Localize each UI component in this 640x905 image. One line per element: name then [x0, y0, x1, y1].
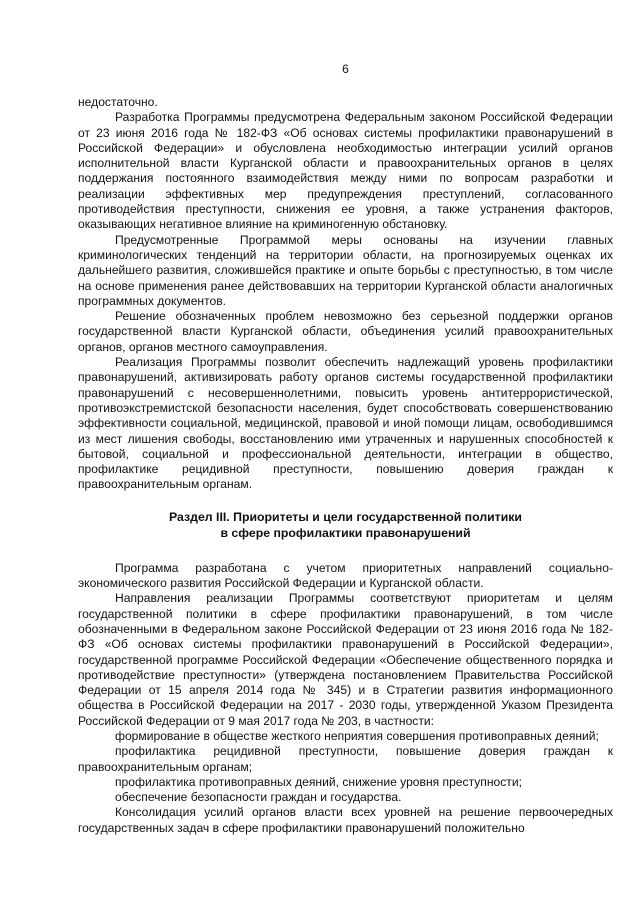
paragraph-program-basis: Программа разработана с учетом приоритетных направлений социально-экономического развития Российской Федерации и Курганской области. [78, 560, 613, 591]
page-number: 6 [342, 62, 349, 76]
paragraph-continuation: недостаточно. [78, 95, 158, 109]
section-heading [78, 509, 613, 541]
paragraph-program-development: Разработка Программы предусмотрена Федеральным законом Российской Федерации от 23 июня 2016 года № 182-ФЗ «Об основах системы профилактики правонарушений в Российской Федерации» и обусловлена необходимостью интеграции усилий органов исполнительной власти Курганской области и правоохранительных органов в целях поддержания постоянного взаимодействия между ними по вопросам разработки и реализации эффективных мер предупреждения преступлений, согласованного противодействия преступности, снижения ее уровня, а также устранения факторов, оказывающих негативное влияние на криминогенную обстановку. [78, 110, 613, 232]
list-item-security: обеспечение безопасности граждан и государства. [115, 790, 402, 805]
paragraph-consolidation: Консолидация усилий органов власти всех уровней на решение первоочередных государственных задач в сфере профилактики правонарушений положительно [78, 805, 613, 835]
paragraph-directions: Направления реализации Программы соответствуют приоритетам и целям государственной политики в сфере профилактики правонарушений, в том числе обозначенными в Федеральном законе Российской Федерации от 23 июня 2016 года № 182-ФЗ «Об основах системы профилактики правонарушений в Российской Федерации», государственной программе Российской Федерации «Обеспечение общественного порядка и противодействие преступности» (утверждена постановлением Правительства Российской Федерации от 15 апреля 2014 года № 345) и в Стратегии развития информационного общества в Российской Федерации на 2017 - 2030 годы, утвержденной Указом Президента Российской Федерации от 9 мая 2017 года № 203, в частности: [78, 591, 613, 728]
section-heading-line2: в сфере профилактики правонарушений [220, 525, 471, 540]
section-heading-line1: Раздел III. Приоритеты и цели государственной политики [169, 509, 522, 524]
list-item-crime-reduction: профилактика противоправных деяний, снижение уровня преступности; [115, 774, 522, 789]
document-page [78, 62, 613, 836]
paragraph-program-measures: Предусмотренные Программой меры основаны на изучении главных криминологических тенденций на территории области, на прогнозируемых оценках их дальнейшего развития, сложившейся практике и опыте борьбы с преступностью, в том числе на основе применения ранее действовавших на территории Курганской области аналогичных программных документов. [78, 232, 613, 308]
list-item-intolerance: формирование в обществе жесткого неприятия совершения противоправных деяний; [115, 728, 599, 743]
paragraph-program-implementation: Реализация Программы позволит обеспечить надлежащий уровень профилактики правонарушений, активизировать работу органов системы государственной профилактики правонарушений с несовершеннолетними, повысить уровень антитеррористической, противоэкстремистской безопасности населения, будет способствовать совершенствованию эффективности социальной, медицинской, правовой и иной помощи лицам, освободившимся из мест лишения свободы, восстановлению ими утраченных и нарушенных способностей к бытовой, социальной и профессиональной деятельности, интеграции в общество, профилактике рецидивной преступности, повышению доверия граждан к правоохранительным органам. [78, 355, 613, 492]
paragraph-problem-solution: Решение обозначенных проблем невозможно без серьезной поддержки органов государственной власти Курганской области, объединения усилий правоохранительных органов, органов местного самоуправления. [78, 309, 613, 354]
list-item-recidivism: профилактика рецидивной преступности, повышение доверия граждан к правоохранительным органам; [78, 744, 613, 774]
